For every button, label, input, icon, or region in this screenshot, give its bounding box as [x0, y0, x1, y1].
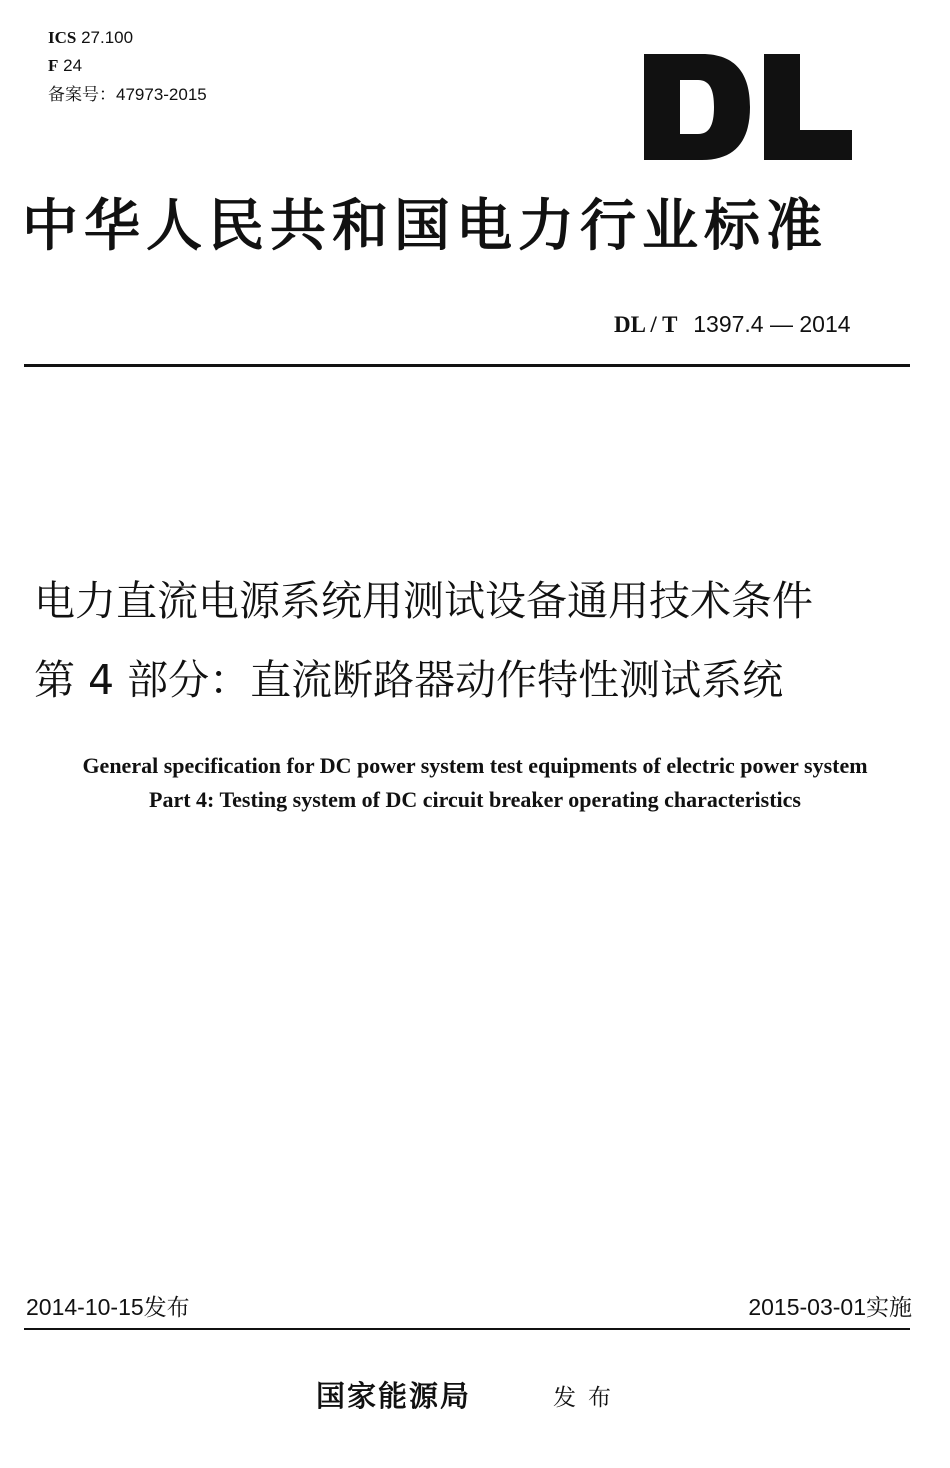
ics-value: 27.100 — [81, 28, 134, 47]
standard-code: 1397.4 — 2014 — [693, 311, 851, 337]
english-title-line-2: Part 4: Testing system of DC circuit breaker operating characteristics — [149, 787, 801, 812]
ics-classification — [48, 28, 133, 48]
standard-prefix: DL / T — [614, 312, 678, 337]
publisher-name: 国家能源局 — [316, 1379, 472, 1413]
chinese-title-line-1: 电力直流电源系统用测试设备通用技术条件 — [34, 577, 813, 625]
ics-label: ICS — [48, 28, 77, 47]
dl-logo — [640, 54, 854, 160]
implementation-date: 2015-03-01实施 — [748, 1294, 912, 1320]
ccs-label: F — [48, 56, 59, 75]
ccs-classification — [48, 56, 82, 76]
english-title-line-1: General specification for DC power system test equipments of electric power system — [82, 753, 868, 778]
issue-date: 2014-10-15发布 — [26, 1294, 190, 1320]
date-divider — [24, 1328, 910, 1330]
header-divider — [24, 364, 910, 367]
chinese-title-line-2: 第 4 部分：直流断路器动作特性测试系统 — [34, 656, 784, 704]
standard-number — [614, 310, 851, 339]
ccs-value: 24 — [63, 56, 83, 75]
record-number: 备案号：47973-2015 — [48, 85, 207, 104]
national-standard-title: 中华人民共和国电力行业标准 — [22, 193, 828, 259]
publish-label: 发布 — [553, 1385, 623, 1411]
